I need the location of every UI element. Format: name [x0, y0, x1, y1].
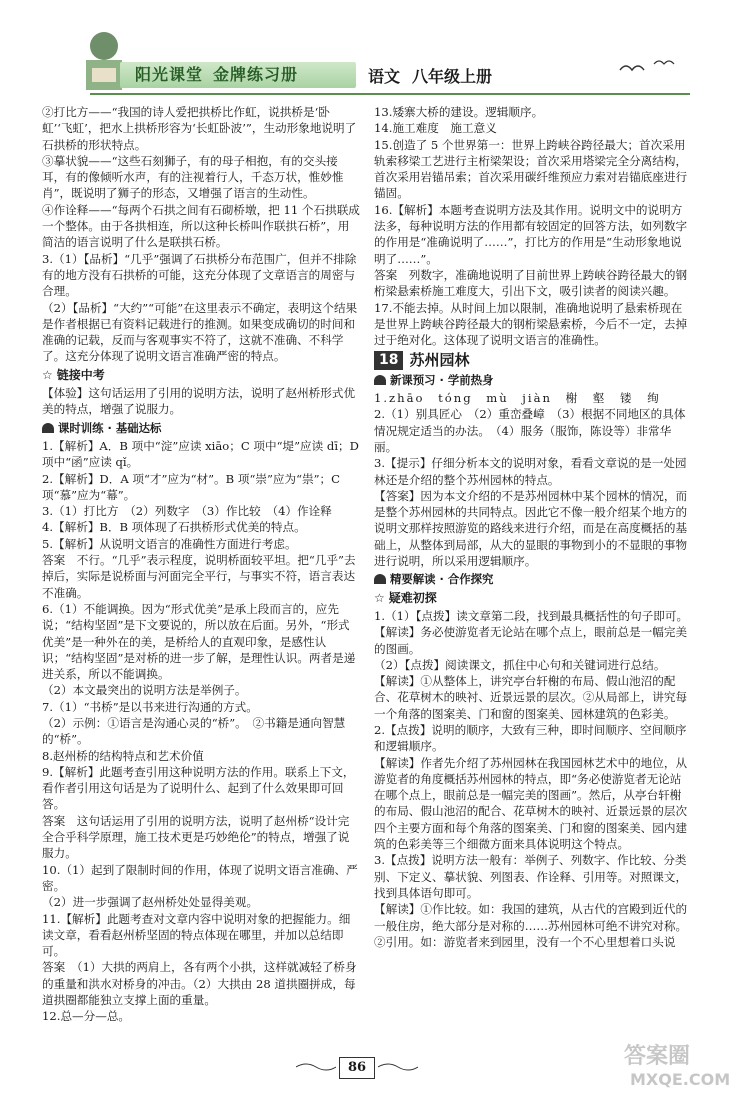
answer-text: ②引用。如：游览者来到园里，没有一个不心里想着口头说: [374, 934, 676, 949]
answer-text: 2.【解析】D．A 项“才”应为“材”。B 项“崇”应为“祟”；C 项“慕”应为“幕”。: [42, 471, 341, 502]
answer-text: 13.矮寨大桥的建设。逻辑顺序。: [374, 105, 544, 119]
brand-title: [135, 62, 308, 85]
answer-text: 5.【解析】从说明文语言的准确性方面进行考虑。: [42, 536, 297, 551]
answer-text: 【解读】务必使游览者无论站在哪个点上，眼前总是一幅完美的图画。: [374, 625, 688, 656]
answer-text: （2）【品析】“大约”“可能”在这里表示不确定，表明这个结果是作者根据已有资料记载进行的推测。如果变成确切的时间和准确的记载，反而与客观事实不符了，这就不准确、不科学了。这充分体现了说明文语言准确严密的特点。: [42, 300, 358, 364]
book-icon: [374, 375, 386, 385]
answer-text: （2）进一步强调了赵州桥处处显得美观。: [42, 895, 259, 910]
answer-text: 7.（1）“书桥”是以书来进行沟通的方式。: [42, 699, 258, 714]
page-header: [0, 0, 750, 98]
answer-text: 3.【提示】仔细分析本文的说明对象，看看文章说的是一处园林还是介绍的整个苏州园林的特点。: [374, 456, 687, 487]
answer-text: 16.【解析】本题考查说明方法及其作用。说明文中的说明方法多，每种说明方法的作用都有较固定的回答方法，如列数字的作用是“准确说明了……”，打比方的作用是“生动形象地说明了……”。: [374, 202, 688, 266]
answer-text: 12.总—分—总。: [42, 1009, 131, 1024]
ornament-icon: [296, 1062, 336, 1072]
answer-text: 答案 列数字，准确地说明了目前世界上跨峡谷跨径最大的钢桁梁悬索桥施工难度大，引出下文，吸引读者的阅读兴趣。: [374, 267, 688, 299]
answer-text: 17.不能去掉。从时间上加以限制，准确地说明了悬索桥现在是世界上跨峡谷跨径最大的钢桁梁悬索桥，今后不一定，去掉过于绝对化。这体现了说明文语言的准确性。: [374, 300, 688, 348]
watermark-text-2: MXQE.COM: [630, 1070, 731, 1089]
brand-series: 阳光课堂: [135, 65, 204, 84]
answer-text: 【解读】①从整体上，讲究亭台轩榭的布局、假山池沼的配合、花草树木的映衬、近景远景的层次。②从局部上，讲究每一个角落的图案美、门和窗的图案美、园林建筑的色彩美。: [374, 674, 688, 721]
answer-text: 【体验】这句话运用了引用的说明方法，说明了赵州桥形式优美的特点，增强了说服力。: [42, 386, 356, 417]
left-column: [42, 104, 360, 1025]
section-heading: ☆ 疑难初探: [374, 590, 437, 605]
birds-icon: [610, 52, 690, 82]
answer-text: ③摹状貌——“这些石刻狮子，有的母子相抱，有的交头接耳，有的像倾听水声，有的注视着行人，千态万状，惟妙惟肖”，既说明了狮子的形态，又增强了语言的生动性。: [42, 153, 344, 201]
answer-text: ②打比方——“我国的诗人爱把拱桥比作虹，说拱桥是‘卧虹’‘飞虹’，把水上拱桥形容为‘长虹卧波’”，生动形象地说明了石拱桥的形状特点。: [42, 105, 357, 152]
star-icon: ☆: [374, 590, 385, 605]
subsection-heading: 课时训练 · 基础达标: [42, 420, 360, 436]
lesson-name: 苏州园林: [409, 351, 470, 370]
answer-text: 答案 （1）大拱的两肩上，各有两个小拱，这样就减轻了桥身的重量和洪水对桥身的冲击。（2）大拱由 28 道拱圈拼成，每道拱圈都能独立支撑上面的重量。: [42, 960, 357, 1008]
answer-text: 3.（1）【品析】“几乎”强调了石拱桥分布范围广，但并不排除有的地方没有石拱桥的可能，这充分体现了文章语言的周密与合理。: [42, 251, 357, 299]
ornament-icon: [378, 1062, 418, 1072]
star-icon: ☆: [42, 367, 53, 382]
answer-text: 【解读】①作比较。如：我国的建筑，从古代的宫殿到近代的一般住房，绝大部分是对称的……苏州园林可绝不讲究对称。: [374, 902, 688, 933]
brand-book: 金牌练习册: [213, 65, 299, 84]
lesson-number: 18: [374, 351, 403, 369]
answer-text: 9.【解析】此题考查引用这种说明方法的作用。联系上下文，看作者引用这句话是为了说明什么、起到了什么效果即可回答。: [42, 764, 355, 812]
subsection-heading: 精要解读 · 合作探究: [374, 571, 690, 587]
subsection-heading: 新课预习 · 学前热身: [374, 372, 690, 388]
answer-text: 15.创造了 5 个世界第一：世界上跨峡谷跨径最大；首次采用轨索移梁工艺进行主桁梁架设；首次采用塔梁完全分离结构，首次采用岩锚吊索；首次采用碳纤维预应力索对岩锚底座进行锚固。: [374, 137, 688, 201]
answer-text: 答案 不行。“几乎”表示程度，说明桥面较平坦。把“几乎”去掉后，实际是说桥面与河面完全平行，与事实不符，语言表达不准确。: [42, 553, 356, 600]
answer-text: 3.【点拨】说明方法一般有：举例子、列数字、作比较、分类别、下定义、摹状貌、列图表、作诠释、引用等。对照课文，找到具体语句即可。: [374, 853, 688, 900]
book-icon: [374, 574, 386, 584]
answer-text: （2）【点拨】阅读课文，抓住中心句和关键词进行总结。: [374, 657, 666, 672]
answer-text: 【解读】作者先介绍了苏州园林在我国园林艺术中的地位，从游览者的角度概括苏州园林的特点，即“务必使游览者无论站在哪个点上，眼前总是一幅完美的图画”。然后，从亭台轩榭的布局、假山池沼的配合、花草树木的映衬、近景远景的层次四个主要方面和每个角落的图案美、门和窗的图案美、园内建筑的色彩美等三个细微方面来具体说明这个特点。: [374, 755, 688, 852]
answer-text: 14.施工难度 施工意义: [374, 121, 497, 136]
answer-text: 【答案】因为本文介绍的不是苏州园林中某个园林的情况，而是整个苏州园林的共同特点。因此它不像一般介绍某个地方的说明文那样按照游览的路线来进行介绍，而是在高度概括的基础上，从整体到局部，从大的显眼的事物到小的不显眼的事物进行说明，所以采用逻辑顺序。: [374, 488, 688, 569]
answer-text: 4.【解析】B．B 项体现了石拱桥形式优美的特点。: [42, 520, 306, 535]
subject-grade: [368, 64, 504, 87]
subject-label: 语文: [368, 67, 401, 86]
answer-text: 10.（1）起到了限制时间的作用，体现了说明文语言准确、严密。: [42, 862, 358, 893]
site-watermark: [620, 1035, 740, 1090]
answer-text: 11.【解析】此题考查对文章内容中说明对象的把握能力。细读文章，看看赵州桥坚固的特点体现在哪里，并加以总结即可。: [42, 911, 351, 959]
lesson-title: [374, 351, 690, 369]
grade-label: 八年级上册: [412, 67, 493, 86]
answer-text: 6.（1）不能调换。因为“形式优美”是承上段而言的，应先说；“结构坚固”是下文要说的，所以放在后面。另外，“形式优美”是一种外在的美，是桥给人的直观印象，是感性认识；“结构坚固”是对桥的进一步了解，是理性认识。两者是递进关系，所以不能调换。: [42, 601, 356, 682]
book-icon: [42, 423, 54, 433]
answer-text: 2.（1）别具匠心 （2）重峦叠嶂 （3）根据不同地区的具体情况规定适当的办法。 （4）服务（服饰，陈设等）非常华丽。: [374, 407, 686, 454]
answer-text: （2）本文最突出的说明方法是举例子。: [42, 683, 247, 698]
answer-text: 1.zhāo tóng mù jiàn 榭 壑 镂 绚: [374, 391, 661, 406]
section-heading: ☆ 链接中考: [42, 367, 105, 382]
answer-text: （2）示例：①语言是沟通心灵的“桥”。 ②书籍是通向智慧的“桥”。: [42, 715, 346, 747]
answer-text: 8.赵州桥的结构特点和艺术价值: [42, 748, 204, 763]
header-rule: [90, 93, 690, 95]
answer-text: 1.【解析】A．B 项中“淀”应读 xiāo；C 项中“堤”应读 dī；D 项中“函”应读 qǐ。: [42, 438, 359, 470]
answer-text: 3.（1）打比方 （2）列数字 （3）作比较 （4）作诠释: [42, 504, 332, 519]
answer-text: 2.【点拨】说明的顺序，大致有三种，即时间顺序、空间顺序和逻辑顺序。: [374, 722, 687, 754]
answer-text: 答案 这句话运用了引用的说明方法，说明了赵州桥“设计完全合乎科学原理，施工技术更是巧妙绝伦”的特点，增强了说服力。: [42, 813, 350, 861]
page-number: 86: [339, 1057, 375, 1079]
answer-text: ④作诠释——“每两个石拱之间有石砌桥墩，把 11 个石拱联成一个整体。由于各拱相连，所以这种长桥叫作联拱石桥”，用简洁的语言说明了什么是联拱石桥。: [42, 202, 360, 250]
answer-text: 1.（1）【点拨】读文章第二段，找到最具概括性的句子即可。: [374, 608, 689, 623]
watermark-logo: [620, 1035, 740, 1090]
right-column: [374, 104, 690, 950]
watermark-text-1: 答案圈: [624, 1044, 691, 1069]
